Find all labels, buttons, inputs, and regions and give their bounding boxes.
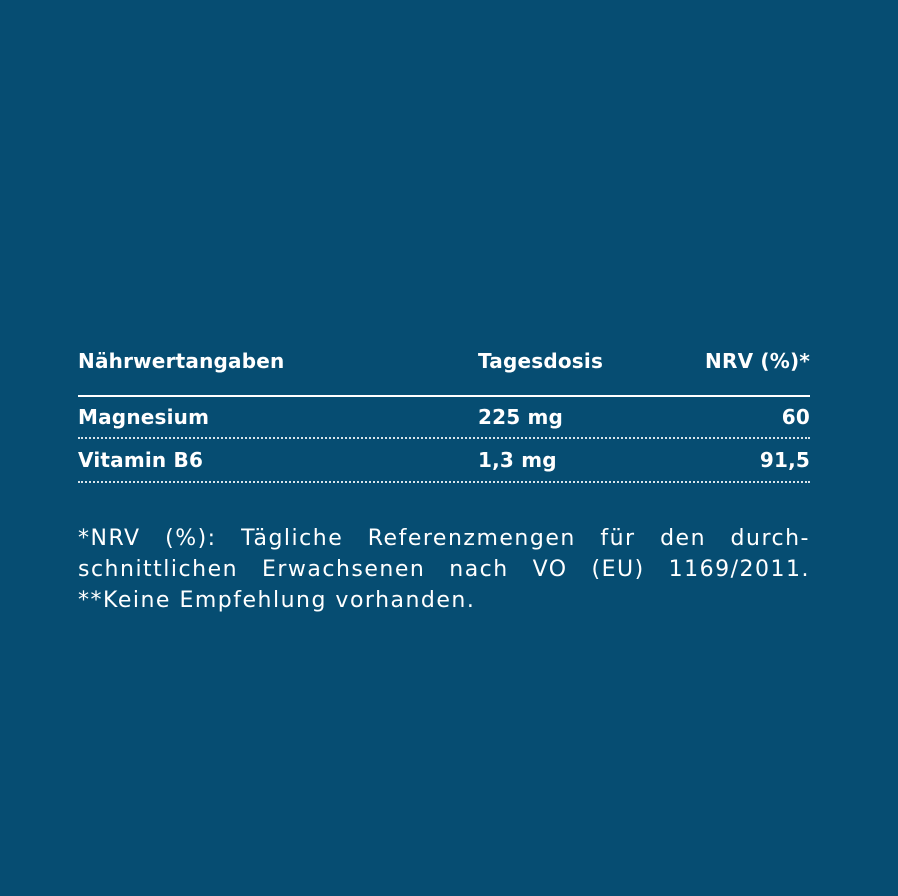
- nutrient-dose: 225 mg: [478, 405, 564, 429]
- footnotes: [78, 523, 810, 616]
- table-row: [78, 397, 810, 439]
- table-header-row: [78, 343, 810, 379]
- nutrient-name: Magnesium: [78, 405, 210, 429]
- nutrition-table: [78, 343, 810, 483]
- nutrient-nrv: 60: [781, 405, 810, 429]
- nutrient-nrv: 91,5: [759, 448, 810, 472]
- header-nutrient: Nährwertangaben: [78, 349, 285, 373]
- nutrient-name: Vitamin B6: [78, 448, 204, 472]
- footnote-no-recommendation: **Keine Empfehlung vorhanden.: [78, 588, 476, 613]
- table-body: [78, 397, 810, 483]
- nutrition-panel: [78, 343, 810, 616]
- footnote-nrv-line-2: schnittlichen Erwachsenen nach VO (EU) 1169/2011.: [78, 557, 810, 582]
- header-daily-dose: Tagesdosis: [478, 349, 604, 373]
- footnote-nrv-line-1: *NRV (%): Tägliche Referenzmengen für den durch-: [78, 526, 810, 551]
- header-nrv: NRV (%)*: [705, 349, 810, 373]
- nutrient-dose: 1,3 mg: [478, 448, 557, 472]
- table-row: [78, 439, 810, 483]
